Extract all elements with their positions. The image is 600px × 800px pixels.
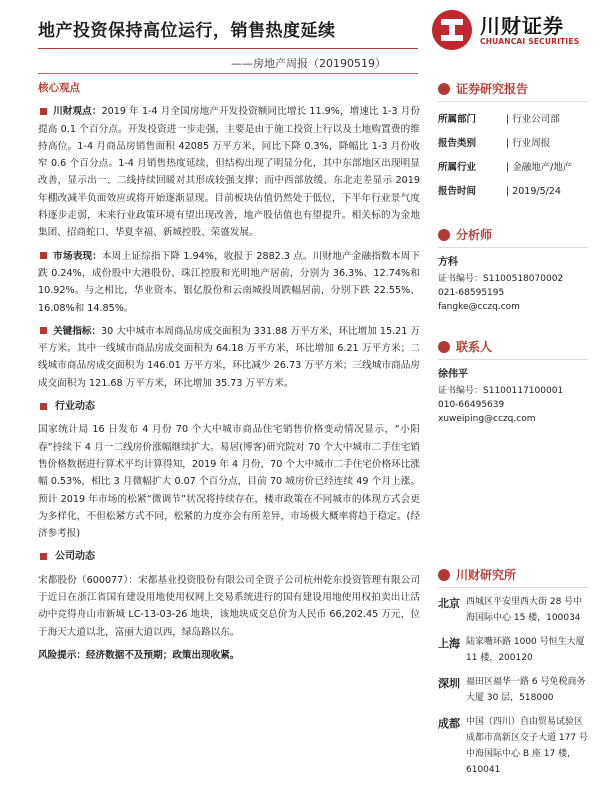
bullet-marker-icon bbox=[40, 252, 47, 259]
main-column bbox=[38, 80, 420, 664]
logo-emblem-icon bbox=[432, 10, 472, 50]
report-info-heading: 证券研究报告 bbox=[438, 80, 588, 97]
contact-phone: 010-66495639 bbox=[438, 400, 505, 410]
contact-cert: 证书编号：S1100117100001 bbox=[438, 386, 564, 396]
view-paragraph bbox=[38, 103, 420, 241]
market-label: 市场表现： bbox=[53, 250, 103, 262]
bullet-marker-icon bbox=[40, 553, 47, 560]
industry-news-text: 国家统计局 16 日发布 4 月份 70 个大中城市商品住宅销售价格变动情况显示，“小阳春”持续下 4 月一二线房价涨幅继续扩大。易居(博客)研究院对 70 个大中城市二手住宅销售价格数据进行算术平均计算得知，2019 年 4 月份，70 个大中城市二手住宅价格环比涨幅 0.53%，相比 3 月微幅扩大 0.07 个百分点，目前 70 城房价已经连续 49 个月上涨。预计 2019 年市场的松紧“微调节”状况将持续存在，楼市政策在不同城市的体现方式会更为多样化，不但松紧方式不同，松紧的力度亦会有所差异，市场极大概率将趋于稳定。(经济参考报) bbox=[38, 424, 420, 540]
company-news-text: 宋都股份（600077）：宋都基业投资股份有限公司全资子公司杭州乾东投资管理有限公司于近日在浙江省国有建设用地使用权网上交易系统进行的国有建设用地使用权拍卖出让活动中竞得舟山市新城 LC-13-03-26 地块，该地块成交总价为人民币 66,202.45 万元，位于海天大道以北，富丽大道以西，绿岛路以东。 bbox=[38, 574, 420, 638]
divider bbox=[438, 587, 588, 588]
title-divider bbox=[38, 48, 418, 49]
analyst-email[interactable]: fangke@cczq.com bbox=[438, 302, 520, 312]
time-row: 报告时间 | 2019/5/24 bbox=[438, 186, 561, 197]
analyst-name: 方科 bbox=[438, 257, 458, 268]
type-row: 报告类别 | 行业周报 bbox=[438, 138, 551, 149]
company-logo bbox=[432, 8, 582, 52]
indicator-text: 30 大中城市本周商品房成交面积为 331.88 万平方米，环比增加 15.21 万平方米。其中一线城市商品房成交面积为 64.18 万平方米，环比增加 6.21 万平方米；二线城市商品房成交面积为 146.01 万平方米，环比减少 26.73 万平方米；三线城市商品房成交面积为 121.68 万平方米，环比增加 35.73 万平方米。 bbox=[38, 325, 421, 389]
core-view-heading: 核心观点 bbox=[38, 82, 80, 94]
analyst-heading: 分析师 bbox=[438, 226, 588, 243]
analyst-card bbox=[438, 256, 588, 314]
company-news-heading: 公司动态 bbox=[38, 548, 420, 565]
report-title: 地产投资保持高位运行，销售热度延续 bbox=[38, 21, 336, 41]
logo-text-en: CHUANCAI SECURITIES bbox=[480, 37, 580, 46]
market-paragraph bbox=[38, 248, 420, 317]
side-column bbox=[438, 80, 588, 786]
industry-news-heading: 行业动态 bbox=[38, 398, 420, 415]
contact-name: 徐伟平 bbox=[438, 369, 468, 380]
office-shenzhen: 深圳 福田区福华一路 6 号免税商务大厦 30 层，518000 bbox=[438, 677, 586, 703]
contact-card bbox=[438, 368, 588, 426]
indicator-paragraph bbox=[38, 323, 420, 392]
section-dot-icon bbox=[438, 229, 450, 241]
office-chengdu: 成都 中国（四川）自由贸易试验区成都市高新区交子大道 177 号中海国际中心 B 座 17 楼，610041 bbox=[438, 717, 588, 775]
dept-row: 所属部门 | 行业公司部 bbox=[438, 114, 560, 125]
section-dot-icon bbox=[438, 569, 450, 581]
view-text: 2019 年 1-4 月全国房地产开发投资额同比增长 11.9%，增速比 1-3 月份提高 0.1 个百分点。开发投资进一步走强，主要是由于施工投资上行以及土地购置费的维持高位。1-4 月商品房销售面积 42085 万平方米，同比下降 0.3%，降幅比 1-3 月份收窄 0.6 个百分点。1-4 月销售热度延续，但结构出现了明显分化，其中东部地区出现明显改善，显示出一、二线持续回暖对其形成较强支撑；而中西部放缓、东北走差显示 2019 年棚改减半负面效应或将开始逐渐显现。目前板块估值仍然处于低位，下半年行业景气度料逐步走弱，未来行业政策环境有望出现改善，地产股估值也有望提升。相关标的为金地集团、招商蛇口、华夏幸福、新城控股、荣盛发展。 bbox=[38, 106, 420, 239]
view-label: 川财观点： bbox=[53, 106, 102, 118]
indicator-label: 关键指标： bbox=[53, 325, 102, 337]
contact-email[interactable]: xuweiping@cczq.com bbox=[438, 414, 536, 424]
section-dot-icon bbox=[438, 83, 450, 95]
report-subtitle: ——房地产周报（20190519） bbox=[231, 57, 386, 70]
bullet-marker-icon bbox=[40, 403, 47, 410]
divider bbox=[438, 247, 588, 248]
market-text: 本周上证综指下降 1.94%，收报于 2882.3 点。川财地产金融指数本周下跌 0.24%，成份股中大港股份、珠江控股和光明地产居前，分别为 36.3%、12.74%和 10.92%。与之相比，华业资本、银亿股份和云南城投周跌幅居前，分别下跌 22.55%、16.08%和 14.85%。 bbox=[38, 250, 420, 314]
contact-heading: 联系人 bbox=[438, 338, 588, 355]
industry-row: 所属行业 | 金融地产/地产 bbox=[438, 162, 573, 173]
divider bbox=[438, 101, 588, 102]
divider bbox=[438, 359, 588, 360]
section-dot-icon bbox=[438, 341, 450, 353]
institute-heading: 川财研究所 bbox=[438, 566, 588, 583]
risk-warning: 风险提示：经济数据不及预期；政策出现收紧。 bbox=[38, 649, 240, 661]
bullet-marker-icon bbox=[40, 327, 47, 334]
logo-text-cn: 川财证券 bbox=[480, 14, 564, 38]
office-shanghai: 上海 陆家嘴环路 1000 号恒生大厦 11 楼，200120 bbox=[438, 637, 585, 663]
bullet-marker-icon bbox=[40, 108, 47, 115]
subtitle-divider bbox=[38, 73, 418, 74]
office-beijing: 北京 西城区平安里西大街 28 号中海国际中心 15 楼，100034 bbox=[438, 597, 583, 623]
analyst-phone: 021-68595195 bbox=[438, 288, 505, 298]
analyst-cert: 证书编号：S1100518070002 bbox=[438, 274, 564, 284]
